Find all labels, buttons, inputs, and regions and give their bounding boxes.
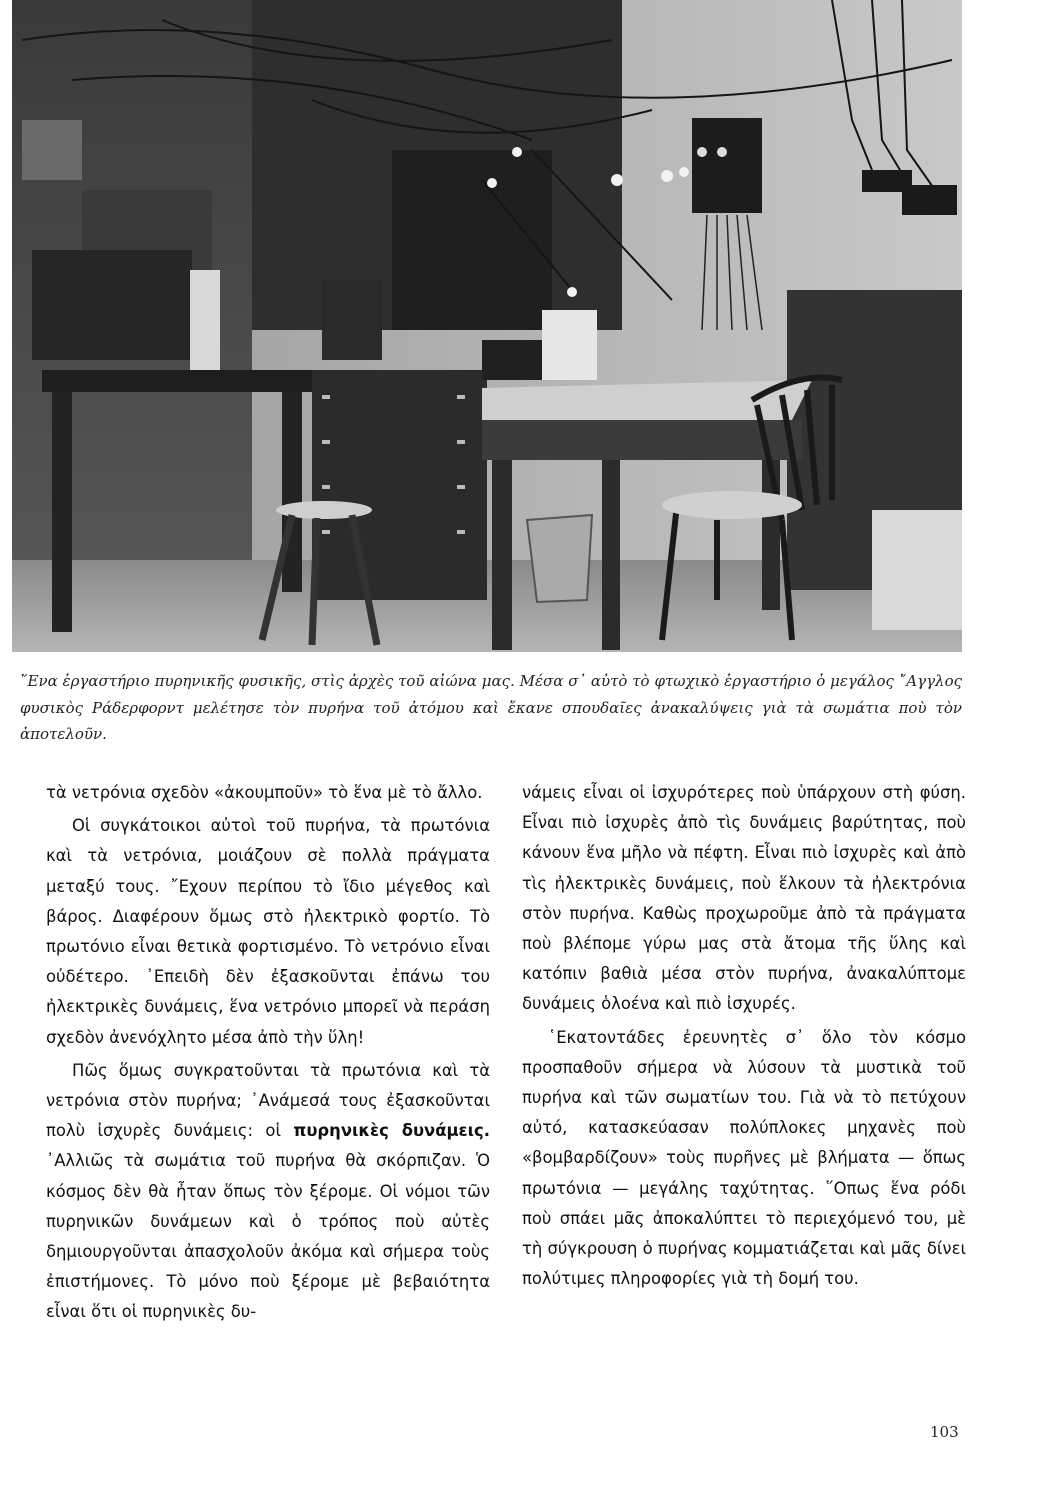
left-paragraph-3-start: Πῶς ὅμως συγκρατοῦνται τὰ πρωτόνια καὶ τὰ νετρόνια στὸν πυρήνα; ᾽Ανάμεσά τους ἐξασκοῦνται πολὺ ἰσχυρὲς δυνάμεις: οἱ [46, 1060, 490, 1141]
left-paragraph-2: Οἱ συγκάτοικοι αὐτοὶ τοῦ πυρήνα, τὰ πρωτόνια καὶ τὰ νετρόνια, μοιάζουν σὲ πολλὰ πράγματα μεταξύ τους. ῎Εχουν περίπου τὸ ἴδιο μέγεθος καὶ βάρος. Διαφέρουν ὅμως στὸ ἠλεκτρικὸ φορτίο. Τὸ πρωτόνιο εἶναι θετικὰ φορτισμένο. Τὸ νετρόνιο εἶναι οὐδέτερο. ᾽Επειδὴ δὲν ἐξασκοῦνται ἐπάνω του ἠλεκτρικὲς δυνάμεις, ἕνα νετρόνιο μπορεῖ νὰ περάση σχεδὸν ἀνενόχλητο μέσα ἀπὸ τὴν ὕλη! [46, 816, 490, 1047]
right-text-column [522, 778, 966, 1294]
left-text-column [46, 778, 490, 1328]
left-paragraph-3-end: ᾽Αλλιῶς τὰ σωμάτια τοῦ πυρήνα θὰ σκόρπιζαν. Ὁ κόσμος δὲν θὰ ἦταν ὅπως τὸν ξέρομε. Οἱ νόμοι τῶν πυρηνικῶν δυνάμεων καὶ ὁ τρόπος ποὺ αὐτὲς δημιουργοῦνται ἀπασχολοῦν ἀκόμα καὶ σήμερα τοὺς ἐπιστήμονες. Τὸ μόνο ποὺ ξέρομε μὲ βεβαιότητα εἶναι ὅτι οἱ πυρηνικὲς δυ- [46, 1151, 490, 1322]
left-paragraph-1: τὰ νετρόνια σχεδὸν «ἀκουμποῦν» τὸ ἕνα μὲ τὸ ἄλλο. [46, 783, 483, 802]
right-paragraph-1: νάμεις εἶναι οἱ ἰσχυρότερες ποὺ ὑπάρχουν στὴ φύση. Εἶναι πιὸ ἰσχυρὲς ἀπὸ τὶς δυνάμεις βαρύτητας, ποὺ κάνουν ἕνα μῆλο νὰ πέφτη. Εἶναι πιὸ ἰσχυρὲς καὶ ἀπὸ τὶς ἠλεκτρικὲς δυνάμεις, ποὺ ἕλκουν τὰ ἠλεκτρόνια στὸν πυρήνα. Καθὼς προχωροῦμε ἀπὸ τὰ πράγματα ποὺ βλέπομε γύρω μας στὰ ἄτομα τῆς ὕλης καὶ κατόπιν βαθιὰ μέσα στὸν πυρήνα, ἀνακαλύπτομε δυνάμεις ὁλοένα καὶ πιὸ ἰσχυρές. [522, 783, 966, 1014]
left-paragraph-3 [46, 1056, 490, 1328]
laboratory-photo-drawing [12, 0, 962, 652]
page-number: 103 [930, 1423, 959, 1441]
right-paragraph-2: ῾Εκατοντάδες ἐρευνητὲς σ᾽ ὅλο τὸν κόσμο προσπαθοῦν σήμερα νὰ λύσουν τὰ μυστικὰ τοῦ πυρήνα καὶ τῶν σωματίων του. Γιὰ νὰ τὸ πετύχουν αὐτό, κατασκεύασαν πολύπλοκες μηχανὲς ποὺ «βομβαρδίζουν» τοὺς πυρῆνες μὲ βλήματα — ὅπως πρωτόνια — μεγάλης ταχύτητας. ῞Οπως ἕνα ρόδι ποὺ σπάει μᾶς ἀποκαλύπτει τὸ περιεχόμενό του, μὲ τὴ σύγκρουση ὁ πυρήνας κομματιάζεται καὶ μᾶς δίνει πολύτιμες πληροφορίες γιὰ τὴ δομή του. [522, 1027, 966, 1289]
laboratory-photo [12, 0, 962, 652]
photo-caption: ῞Ενα ἐργαστήριο πυρηνικῆς φυσικῆς, στὶς ἀρχὲς τοῦ αἰώνα μας. Μέσα σ᾽ αὐτὸ τὸ φτωχικὸ ἐργαστήριο ὁ μεγάλος ῎Αγγλος φυσικὸς Ράδερφορντ μελέτησε τὸν πυρήνα τοῦ ἀτόμου καὶ ἔκανε σπουδαῖες ἀνακαλύψεις γιὰ τὰ σωμάτια ποὺ τὸν ἀποτελοῦν. [20, 672, 962, 743]
nuclear-forces-term: πυρηνικὲς δυνάμεις. [293, 1121, 491, 1141]
